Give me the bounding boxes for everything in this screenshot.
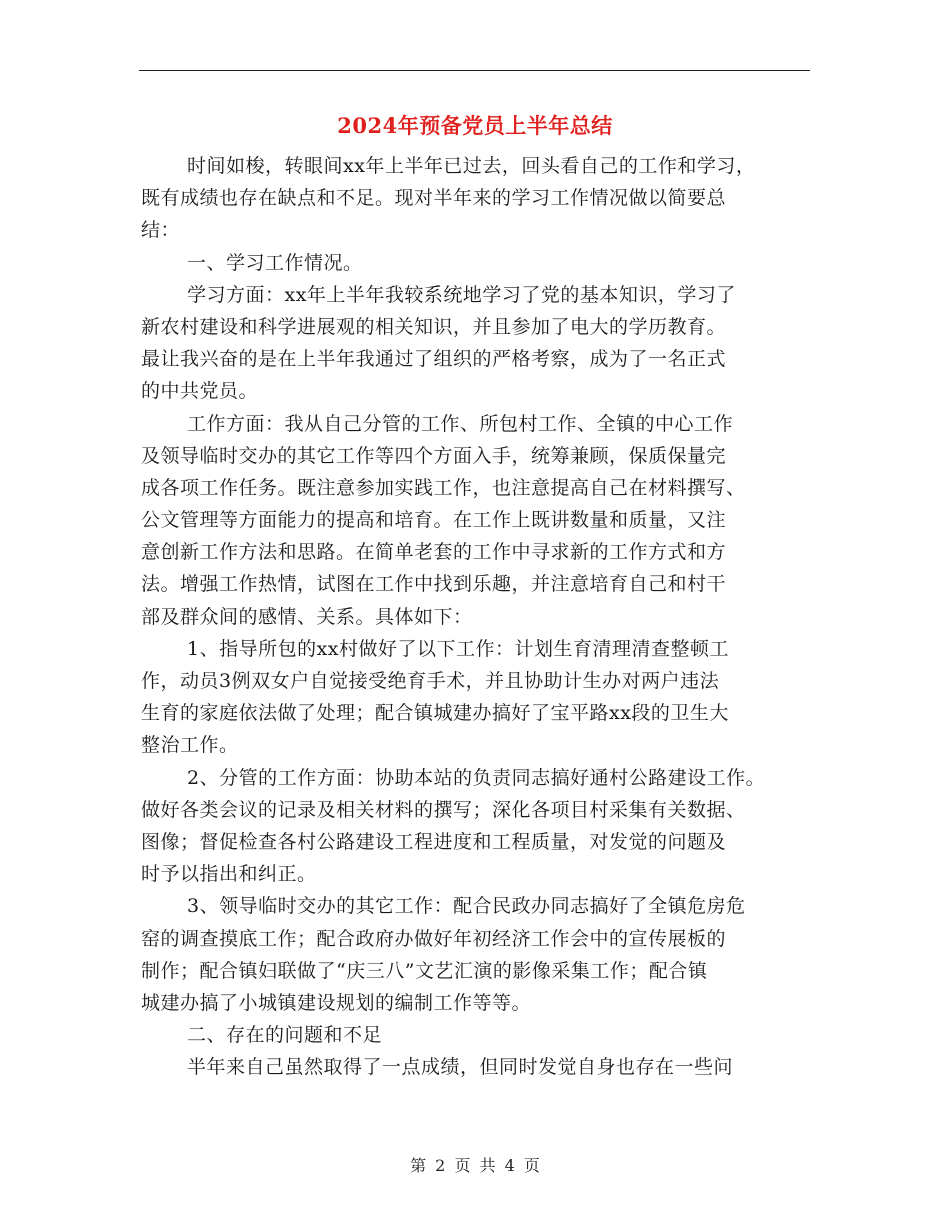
text-line: 3、领导临时交办的其它工作：配合民政办同志搞好了全镇危房危 — [187, 895, 746, 918]
text-line: 学习方面：xx年上半年我较系统地学习了党的基本知识，学习了 — [187, 283, 736, 306]
text-line: 半年来自己虽然取得了一点成绩，但同时发觉自身也存在一些问 — [187, 1056, 734, 1079]
document-body — [141, 150, 813, 1083]
text-line: 时间如梭，转眼间xx年上半年已过去，回头看自己的工作和学习， — [187, 155, 756, 177]
text-line: 公文管理等方面能力的提高和培育。在工作上既讲数量和质量，又注 — [141, 509, 727, 532]
text-line: 图像；督促检查各村公路建设工程进度和工程质量，对发觉的问题及 — [141, 830, 727, 853]
text-line: 工作方面：我从自己分管的工作、所包村工作、全镇的中心工作 — [187, 412, 734, 435]
text-line: 结： — [141, 219, 181, 242]
text-line: 整治工作。 — [141, 734, 239, 757]
text-line: 及领导临时交办的其它工作等四个方面入手，统筹兼顾，保质保量完 — [141, 444, 727, 467]
text-line: 部及群众间的感情、关系。具体如下： — [141, 605, 473, 628]
header-rule — [139, 70, 810, 71]
text-line: 新农村建设和科学进展观的相关知识，并且参加了电大的学历教育。 — [141, 315, 727, 338]
text-line: 1、指导所包的xx村做好了以下工作：计划生育清理清查整顿工 — [187, 637, 730, 660]
text-line: 意创新工作方法和思路。在简单老套的工作中寻求新的工作方式和方 — [141, 541, 727, 564]
text-line: 制作；配合镇妇联做了“庆三八”文艺汇演的影像采集工作；配合镇 — [141, 959, 708, 982]
text-line: 二、存在的问题和不足 — [187, 1024, 383, 1047]
text-line: 最让我兴奋的是在上半年我通过了组织的严格考察，成为了一名正式 — [141, 348, 727, 371]
text-line: 时予以指出和纠正。 — [141, 863, 317, 886]
text-line: 一、学习工作情况。 — [187, 251, 363, 274]
text-line: 做好各类会议的记录及相关材料的撰写；深化各项目村采集有关数据、 — [141, 798, 746, 821]
text-line: 成各项工作任务。既注意参加实践工作，也注意提高自己在材料撰写、 — [141, 476, 746, 499]
text-line: 2、分管的工作方面：协助本站的负责同志搞好通村公路建设工作。 — [187, 766, 766, 789]
document-title: 2024年预备党员上半年总结 — [337, 113, 613, 138]
text-line: 作，动员3例双女户自觉接受绝育手术，并且协助计生办对两户违法 — [141, 670, 720, 692]
text-line: 的中共党员。 — [141, 380, 259, 403]
text-line: 法。增强工作热情，试图在工作中找到乐趣，并注意培育自己和村干 — [141, 573, 727, 596]
text-line: 生育的家庭依法做了处理；配合镇城建办搞好了宝平路xx段的卫生大 — [141, 702, 729, 725]
page-footer: 第 2 页 共 4 页 — [410, 1156, 540, 1175]
text-line: 既有成绩也存在缺点和不足。现对半年来的学习工作情况做以简要总 — [141, 187, 727, 210]
text-line: 窑的调查摸底工作；配合政府办做好年初经济工作会中的宣传展板的 — [141, 927, 727, 950]
text-line: 城建办搞了小城镇建设规划的编制工作等等。 — [141, 991, 532, 1014]
